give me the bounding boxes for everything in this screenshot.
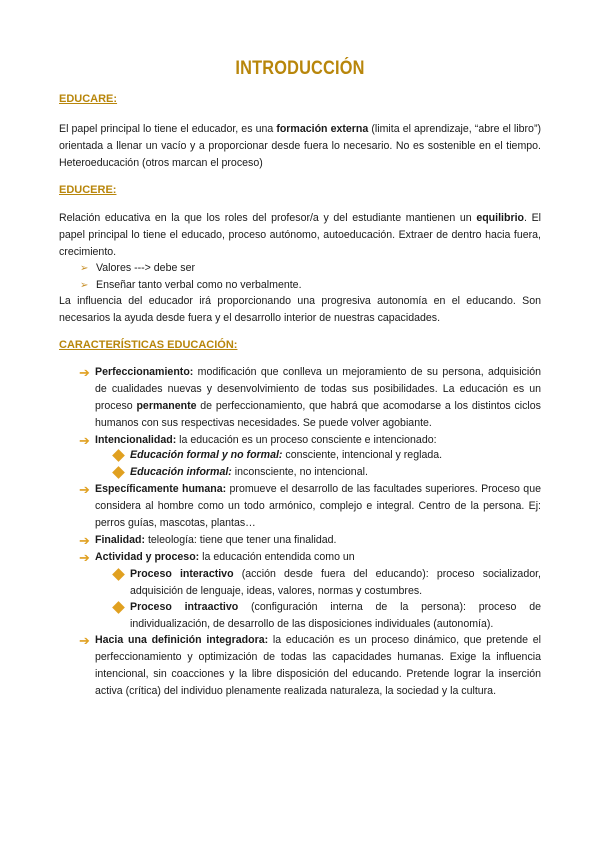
educere-paragraph-2: La influencia del educador irá proporcionando una progresiva autonomía en el educando. Son necesarios la ayuda desde fuera y el desarrollo interior de nuestras capacidades. (59, 295, 541, 324)
caracteristicas-heading: CARACTERÍSTICAS EDUCACIÓN: (59, 339, 238, 351)
chevron-arrow-icon: ➢ (80, 280, 89, 291)
esp-text: promueve el desarrollo de las facultades superiores. Proceso que considera al hombre como un todo armónico, complejo e integral. Centro de la persona. Ej: perros guías, mascotas, plantas… (95, 483, 541, 529)
fin-text: teleología: tiene que tener una finalidad. (145, 534, 337, 546)
hac-label: Hacia una definición integradora: (95, 634, 269, 646)
esp-label: Específicamente humana: (95, 483, 227, 495)
diamond-bullet-icon (112, 568, 125, 581)
act-sub1-label: Proceso interactivo (130, 568, 234, 580)
educere-heading: EDUCERE: (59, 184, 117, 196)
educere-paragraph (59, 210, 541, 261)
int-sub1-label: Educación formal y no formal: (130, 449, 283, 461)
arrow-right-icon: ➔ (79, 550, 90, 565)
act-label: Actividad y proceso: (95, 551, 200, 563)
educare-paragraph (59, 121, 541, 172)
perf-text: modificación que conlleva un mejoramiento de su persona, adquisición de cualidades nuevas y desenvolvimiento de todas sus posibilidades. La educación es un proceso (95, 366, 541, 412)
page-title: INTRODUCCIÓN (235, 58, 365, 79)
list-item (95, 549, 541, 566)
educere-bold: equilibrio (476, 212, 524, 224)
act-sub1-text: (acción desde fuera del educando): proceso socializador, adquisición de lenguaje, ideas, valores, normas y costumbres. (130, 568, 541, 597)
diamond-bullet-icon (112, 466, 125, 479)
arrow-right-icon: ➔ (79, 482, 90, 497)
arrow-right-icon: ➔ (79, 533, 90, 548)
diamond-bullet-icon (112, 601, 125, 614)
diamond-bullet-icon (112, 449, 125, 462)
list-item (80, 277, 540, 294)
perf-text-2: de perfeccionamiento, que habrá que acomodarse a los distintos ciclos humanos con sus respectivas necesidades. Se puede volver agobiante. (95, 400, 541, 429)
list-item (95, 481, 541, 532)
list-item (130, 464, 541, 481)
perf-bold: permanente (136, 400, 197, 412)
list-item (95, 632, 541, 700)
educare-bold: formación externa (276, 123, 369, 135)
arrow-right-icon: ➔ (79, 433, 90, 448)
arrow-right-icon: ➔ (79, 633, 90, 648)
educare-heading: EDUCARE: (59, 93, 118, 105)
int-text: la educación es un proceso consciente e intencionado: (176, 434, 437, 446)
list-item (130, 599, 541, 633)
educere-text-2: . El papel principal lo tiene el educado, proceso autónomo, autoeducación. Extraer de dentro hacia fuera, crecimiento. (59, 212, 541, 258)
int-sub2-text: inconsciente, no intencional. (231, 466, 368, 478)
list-item (130, 447, 541, 464)
int-label: Intencionalidad: (95, 434, 177, 446)
int-sub2-label: Educación informal: (130, 466, 232, 478)
list-item (80, 260, 540, 277)
educare-text-2: (limita el aprendizaje, “abre el libro”) orientada a llenar un vacío y a proporcionar desde fuera lo necesario. No es sostenible en el tiempo. Heteroeducación (otros marcan el proceso) (59, 123, 541, 169)
hac-text: la educación es un proceso dinámico, que pretende el perfeccionamiento y optimización de todas las capacidades humanas. Exige la influencia intencional, sin coacciones y la libre disposición del educando. Pretende lograr la inserción activa (crítica) del individuo plenamente realizada naturaleza, la sociedad y la cultura. (95, 634, 542, 697)
educere-bullet-1: Valores ---> debe ser (96, 262, 196, 274)
list-item (95, 532, 541, 549)
int-sub1-text: consciente, intencional y reglada. (282, 449, 443, 461)
educere-text-1: Relación educativa en la que los roles del profesor/a y del estudiante mantienen un (59, 212, 477, 224)
chevron-arrow-icon: ➢ (80, 263, 89, 274)
arrow-right-icon: ➔ (79, 365, 90, 380)
list-item (130, 566, 541, 600)
fin-label: Finalidad: (95, 534, 146, 546)
educere-bullet-2: Enseñar tanto verbal como no verbalmente. (96, 279, 302, 291)
act-sub2-text: (configuración interna de la persona): proceso de individualización, de desarrollo de las disposiciones individuales (autonomía). (130, 601, 541, 630)
act-sub2-label: Proceso intraactivo (130, 601, 239, 613)
act-text: la educación entendida como un (199, 551, 355, 563)
perf-label: Perfeccionamiento: (95, 366, 194, 378)
educare-text-1: El papel principal lo tiene el educador, es una (59, 123, 277, 135)
list-item (95, 364, 541, 432)
